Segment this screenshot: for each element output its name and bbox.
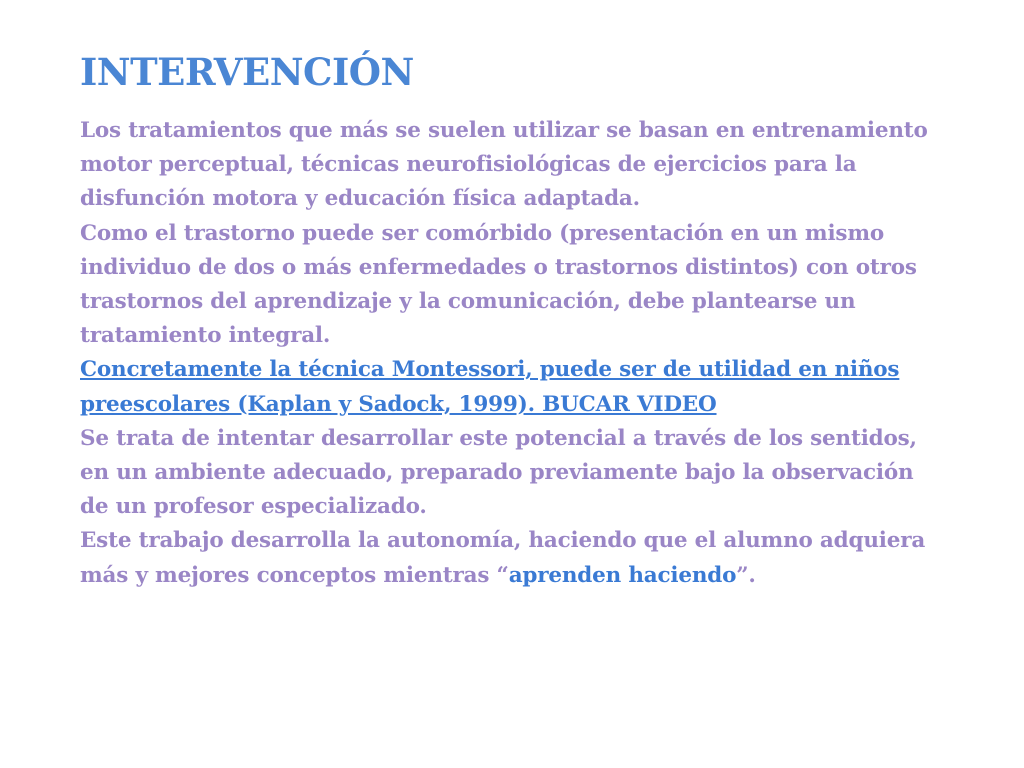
paragraph-montessori (80, 353, 946, 421)
autonomy-text-start: Este trabajo desarrolla la autonomía, haciendo que el alumno adquiera más y mejores conceptos mientras “ (80, 528, 926, 588)
slide-body (80, 114, 946, 593)
paragraph-comorbidity: Como el trastorno puede ser comórbido (presentación en un mismo individuo de dos o más enfermedades o trastornos distintos) con otros trastornos del aprendizaje y la comunicación, debe plantearse un tratamiento integral. (80, 220, 917, 349)
paragraph-senses: Se trata de intentar desarrollar este potencial a través de los sentidos, en un ambiente adecuado, preparado previamente bajo la observación de un profesor especializado. (80, 425, 917, 520)
slide-title: INTERVENCIÓN (80, 50, 414, 94)
learn-by-doing-emphasis: aprenden haciendo (508, 562, 737, 588)
paragraph-autonomy (80, 524, 946, 592)
autonomy-text-end: ”. (736, 562, 756, 588)
montessori-video-link[interactable]: Concretamente la técnica Montessori, puede ser de utilidad en niños preescolares (Kaplan y Sadock, 1999). BUCAR VIDEO (80, 357, 900, 417)
paragraph-treatments: Los tratamientos que más se suelen utilizar se basan en entrenamiento motor perceptual, técnicas neurofisiológicas de ejercicios para la disfunción motora y educación física adaptada. (80, 118, 928, 212)
